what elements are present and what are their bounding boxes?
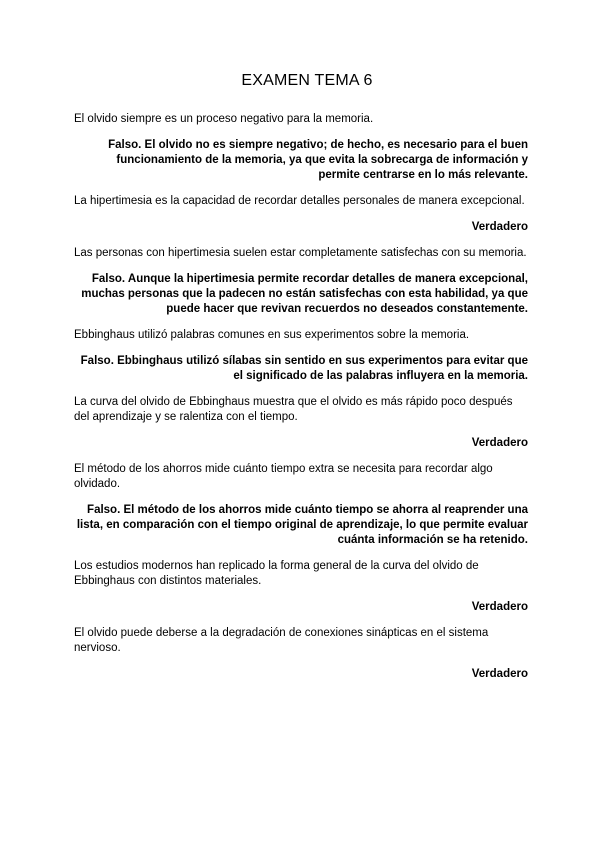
question-4: Ebbinghaus utilizó palabras comunes en sus experimentos sobre la memoria. xyxy=(74,329,470,341)
answer-4: Falso. Ebbinghaus utilizó sílabas sin sentido en sus experimentos para evitar que el significado de las palabras influyera en la memoria. xyxy=(80,355,528,382)
answer-6: Falso. El método de los ahorros mide cuánto tiempo se ahorra al reaprender una lista, en comparación con el tiempo original de aprendizaje, lo que permite evaluar cuánta información se ha retenido. xyxy=(76,504,528,546)
exam-title: EXAMEN TEMA 6 xyxy=(241,72,373,89)
answer-3: Falso. Aunque la hipertimesia permite recordar detalles de manera excepcional, muchas personas que la padecen no están satisfechas con esta habilidad, ya que puede hacer que revivan recuerdos no deseados constantemente. xyxy=(81,273,528,315)
question-3: Las personas con hipertimesia suelen estar completamente satisfechas con su memoria. xyxy=(74,247,527,259)
question-6: El método de los ahorros mide cuánto tiempo extra se necesita para recordar algo olvidado. xyxy=(74,463,493,490)
question-2: La hipertimesia es la capacidad de recordar detalles personales de manera excepcional. xyxy=(74,195,525,207)
answer-1: Falso. El olvido no es siempre negativo; de hecho, es necesario para el buen funcionamiento de la memoria, ya que evita la sobrecarga de información y permite centrarse en lo más relevante. xyxy=(108,139,528,181)
answer-7: Verdadero xyxy=(471,601,528,613)
question-8: El olvido puede deberse a la degradación de conexiones sinápticas en el sistema nervioso. xyxy=(74,627,489,654)
question-1: El olvido siempre es un proceso negativo para la memoria. xyxy=(74,113,374,125)
question-7: Los estudios modernos han replicado la forma general de la curva del olvido de Ebbinghaus con distintos materiales. xyxy=(74,560,479,587)
answer-2: Verdadero xyxy=(471,221,528,233)
answer-5: Verdadero xyxy=(471,437,528,449)
exam-page xyxy=(74,72,528,693)
question-5: La curva del olvido de Ebbinghaus muestra que el olvido es más rápido poco después del aprendizaje y se ralentiza con el tiempo. xyxy=(74,396,513,423)
answer-8: Verdadero xyxy=(471,668,528,680)
